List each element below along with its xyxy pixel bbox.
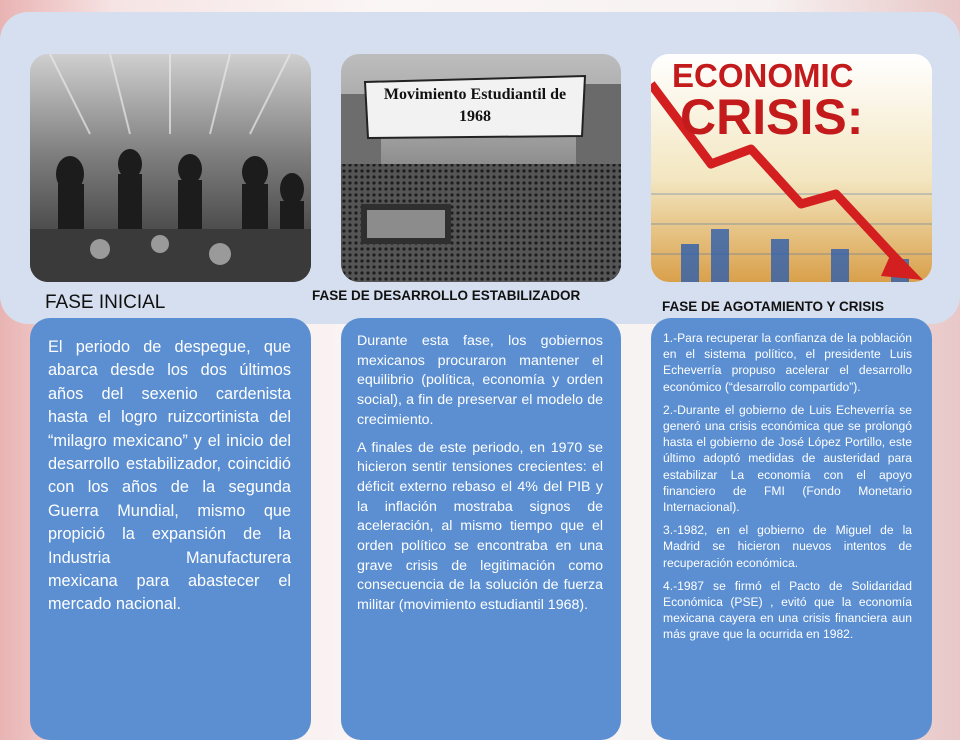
phase-title-inicial: FASE INICIAL (45, 292, 166, 313)
card-fase-agotamiento (651, 318, 932, 740)
card-fase-agotamiento-text-1: 1.-Para recuperar la confianza de la población en el sistema político, el presidente Luis Echeverría propuso acelerar el desarrollo económico (“desarrollo compartido”). (663, 331, 912, 394)
phase-title-desarrollo: FASE DE DESARROLLO ESTABILIZADOR (312, 288, 581, 303)
card-fase-agotamiento-text-4: 4.-1987 se firmó el Pacto de Solidaridad Económica (PSE) , evitó que la economía mexicana cayera en una crisis financiera aun más grave que la ocurrida en 1982. (663, 578, 912, 642)
economic-word: ECONOMIC (672, 57, 854, 94)
card-fase-agotamiento-text-3: 3.-1982, en el gobierno de Miguel de la Madrid se hicieron nuevos intentos de recuperación económica. (663, 523, 912, 570)
movement-sign-line2: 1968 (459, 108, 491, 125)
card-fase-desarrollo-text-1: Durante esta fase, los gobiernos mexicanos procuraron mantener el equilibrio (política, economía y orden social), a fin de preservar el modelo de crecimiento. (357, 333, 603, 428)
movement-sign (370, 72, 580, 138)
factory-photo (30, 54, 311, 282)
card-fase-agotamiento-text-2: 2.-Durante el gobierno de Luis Echeverría se generó una crisis económica que se prolongó hasta el gobierno de José López Portillo, este último adoptó medidas de austeridad para estabilizar La economía con el apoyo financiero de FMI (Fondo Monetario Internacional). (663, 402, 912, 515)
phase-title-agotamiento: FASE DE AGOTAMIENTO Y CRISIS (662, 299, 885, 314)
card-fase-inicial (30, 318, 311, 740)
crisis-word: CRISIS: (680, 89, 864, 145)
card-fase-desarrollo (341, 318, 621, 740)
card-fase-desarrollo-text-2: A finales de este periodo, en 1970 se hicieron sentir tensiones crecientes: el déficit externo rebaso el 4% del PIB y la inflación mostraba signos de aceleración, al mismo tiempo que el orden político se encontraba en una grave crisis de legitimación como consecuencia de la solución de fuerza militar (movimiento estudiantil 1968). (357, 439, 603, 614)
movement-sign-line1: Movimiento Estudiantil de (383, 86, 567, 103)
card-fase-inicial-text: El periodo de despegue, que abarca desde los dos últimos años del sexenio cardenista hasta el logro ruizcortinista del “milagro mexicano” y el inicio del desarrollo estabilizador, coincidió con los años de la segunda Guerra Mundial, mismo que propició la expansión de la Industria Manufacturera mexicana para abastecer el mercado nacional. (48, 338, 291, 614)
